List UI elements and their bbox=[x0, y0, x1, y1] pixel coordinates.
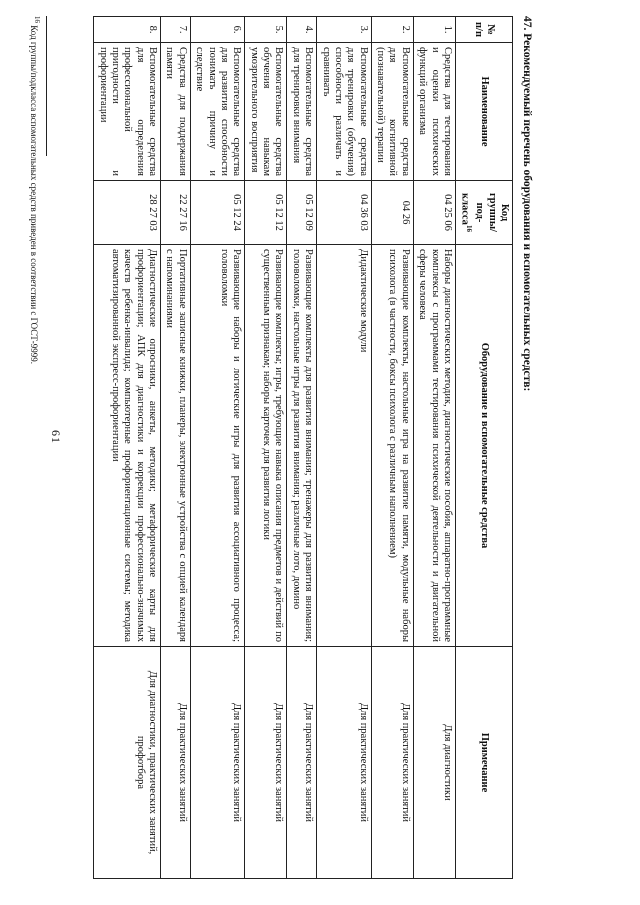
table-row bbox=[413, 17, 455, 879]
row-name: Вспомогательные средства для определения профессиональной пригодности и профориентации bbox=[94, 43, 161, 181]
section-title: 47. Рекомендуемый перечень оборудования и вспомогательных средств: bbox=[521, 16, 533, 392]
row-note: Для практических занятий bbox=[371, 647, 413, 879]
row-note: Для диагностики bbox=[413, 647, 455, 879]
row-num: 6. bbox=[190, 17, 245, 43]
rotated-page-content bbox=[15, 8, 535, 903]
header-name: Наименование bbox=[456, 43, 513, 181]
row-num: 5. bbox=[245, 17, 287, 43]
row-equipment: Наборы диагностических методик, диагностические пособия, аппаратно-программные комплексы с программами тестирования психической деятельности и двигательной сферы человека bbox=[413, 245, 455, 647]
row-code: 04 26 bbox=[371, 181, 413, 245]
row-num: 4. bbox=[287, 17, 317, 43]
row-name: Средства для тестирования и оценки психических функций организма bbox=[413, 43, 455, 181]
row-equipment: Развивающие наборы и логические игры для развития ассоциативного процесса; головоломки bbox=[190, 245, 245, 647]
header-code-text: Код группы/под- класса bbox=[459, 193, 510, 232]
row-num: 2. bbox=[371, 17, 413, 43]
equipment-table bbox=[93, 16, 513, 879]
row-name: Средства для поддержания памяти bbox=[161, 43, 191, 181]
table-row bbox=[317, 17, 372, 879]
row-equipment: Развивающие комплекты; игры, требующие навыка описания предметов и действий по существенным признакам; наборы карточек для развития логики bbox=[245, 245, 287, 647]
table-row bbox=[287, 17, 317, 879]
row-code: 28 27 03 bbox=[94, 181, 161, 245]
footnote bbox=[29, 16, 41, 876]
table-row bbox=[94, 17, 161, 879]
row-code: 05 12 12 bbox=[245, 181, 287, 245]
header-note: Примечание bbox=[456, 647, 513, 879]
row-name: Вспомогательные средства обучения навыкам умозрительного восприятия bbox=[245, 43, 287, 181]
row-name: Вспомогательные средства для тренировки внимания bbox=[287, 43, 317, 181]
row-code: 05 12 09 bbox=[287, 181, 317, 245]
table-row bbox=[245, 17, 287, 879]
row-equipment: Дидактические модули bbox=[317, 245, 372, 647]
row-name: Вспомогательные средства для развития способности понимать причину и следствие bbox=[190, 43, 245, 181]
footnote-marker: 16 bbox=[33, 16, 41, 23]
header-num: № п/п bbox=[456, 17, 513, 43]
row-equipment: Развивающие комплекты, настольные игра на развитие памяти, модульные наборы психолога (в частности, боксы психолога с различным наполнением) bbox=[371, 245, 413, 647]
header-equipment: Оборудование и вспомогательные средства bbox=[456, 245, 513, 647]
row-equipment: Портативные записные книжки, планеры, электронные устройства с опцией календаря с напоминаниями bbox=[161, 245, 191, 647]
row-note: Для практических занятий bbox=[245, 647, 287, 879]
row-note: Для практических занятий bbox=[287, 647, 317, 879]
row-name: Вспомогательные средства для когнитивной (познавательной) терапии bbox=[371, 43, 413, 181]
row-equipment: Диагностические опросники, анкеты, методики; метафорические карты для профориентации; АПК для диагностики и коррекции профессионально-значимых качеств ребенка-инвалида; компьютерные профориентационные системы; методика автоматизированной экспресс-профориентации bbox=[94, 245, 161, 647]
footnote-text: Код группы/подкласса вспомогательных средств приведен в соответствии с ГОСТ-9999. bbox=[29, 23, 39, 364]
header-code-footnote-ref: 16 bbox=[464, 224, 473, 232]
row-num: 7. bbox=[161, 17, 191, 43]
row-note: Для диагностики, практических занятий, профотбора bbox=[94, 647, 161, 879]
row-name: Вспомогательные средства для тренировки (обучения) способности различать и сравнивать bbox=[317, 43, 372, 181]
row-code: 22 27 16 bbox=[161, 181, 191, 245]
row-code: 05 12 24 bbox=[190, 181, 245, 245]
row-note: Для практических занятий bbox=[161, 647, 191, 879]
table-row bbox=[161, 17, 191, 879]
row-num: 1. bbox=[413, 17, 455, 43]
footnote-divider bbox=[46, 16, 47, 156]
page-number: 61 bbox=[49, 430, 63, 444]
row-num: 3. bbox=[317, 17, 372, 43]
row-num: 8. bbox=[94, 17, 161, 43]
table-row bbox=[371, 17, 413, 879]
table-header-row bbox=[456, 17, 513, 879]
row-note: Для практических занятий bbox=[190, 647, 245, 879]
row-note: Для практических занятий bbox=[317, 647, 372, 879]
row-equipment: Развивающие комплекты для развития внимания; тренажеры для развития внимания; головоломки, настольные игры для развития внимания; различные лото, домино bbox=[287, 245, 317, 647]
table-row bbox=[190, 17, 245, 879]
header-code bbox=[456, 181, 513, 245]
row-code: 04 36 03 bbox=[317, 181, 372, 245]
row-code: 04 25 06 bbox=[413, 181, 455, 245]
